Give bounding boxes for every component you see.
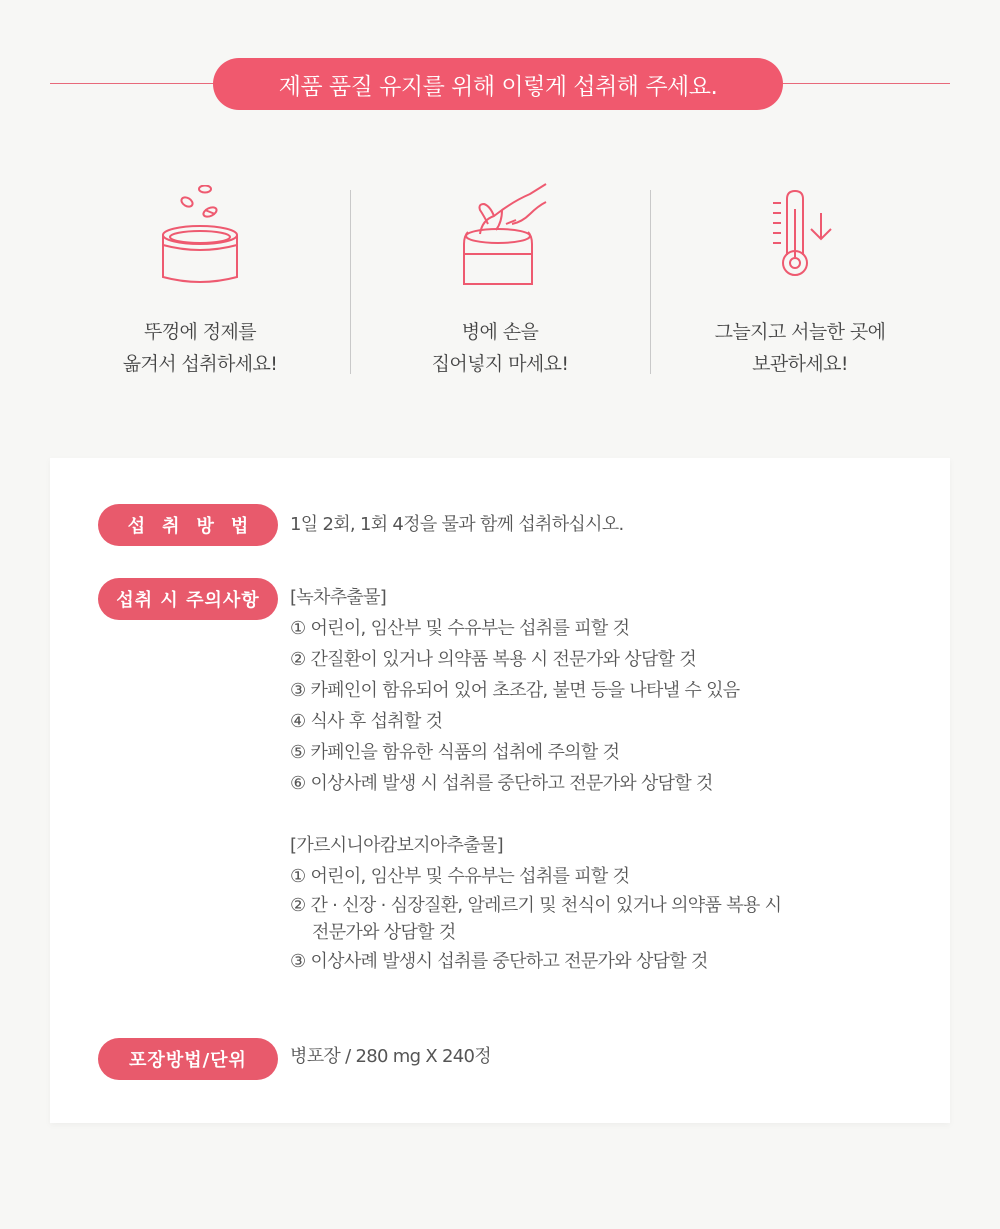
tip-text-line: 병에 손을 xyxy=(461,321,539,343)
storage-tips xyxy=(50,180,950,380)
tip-cap xyxy=(50,180,350,380)
tip-text-line: 보관하세요! xyxy=(752,353,848,375)
caution-group-title: [녹차추출물] xyxy=(290,587,387,608)
caution-item: ② 간질환이 있거나 의약품 복용 시 전문가와 상담할 것 xyxy=(290,649,697,670)
caution-label: 섭취 시 주의사항 xyxy=(98,578,278,620)
caution-item: ① 어린이, 임산부 및 수유부는 섭취를 피할 것 xyxy=(290,866,630,887)
tip-text-line: 집어넣지 마세요! xyxy=(431,353,569,375)
caution-item: ③ 이상사례 발생시 섭취를 중단하고 전문가와 상담할 것 xyxy=(290,951,708,972)
caution-item: ③ 카페인이 함유되어 있어 초조감, 불면 등을 나타낼 수 있음 xyxy=(290,680,740,701)
caution-row xyxy=(98,578,781,977)
caution-item: ⑥ 이상사례 발생 시 섭취를 중단하고 전문가와 상담할 것 xyxy=(290,773,713,794)
package-value: 병포장 / 280 mg X 240정 xyxy=(290,1046,491,1067)
caution-item: ② 간 · 신장 · 심장질환, 알레르기 및 천식이 있거나 의약품 복용 시 xyxy=(290,895,782,916)
caution-item: ④ 식사 후 섭취할 것 xyxy=(290,711,443,732)
page-title: 제품 품질 유지를 위해 이렇게 섭취해 주세요. xyxy=(213,58,783,110)
hand-in-bottle-icon xyxy=(445,180,555,290)
tip-text-line: 뚜껑에 정제를 xyxy=(144,321,256,343)
cap-tablets-icon xyxy=(145,180,255,290)
tip-cool xyxy=(650,180,950,380)
caution-item: ⑤ 카페인을 함유한 식품의 섭취에 주의할 것 xyxy=(290,742,620,763)
package-label: 포장방법/단위 xyxy=(98,1038,278,1080)
thermometer-down-icon xyxy=(745,180,855,290)
tip-text-line: 옮겨서 섭취하세요! xyxy=(122,353,278,375)
caution-group-title: [가르시니아캄보지아추출물] xyxy=(290,835,503,856)
tip-text-line: 그늘지고 서늘한 곳에 xyxy=(714,321,886,343)
tip-hand xyxy=(350,180,650,380)
product-info-card xyxy=(50,458,950,1123)
caution-item: ① 어린이, 임산부 및 수유부는 섭취를 피할 것 xyxy=(290,618,630,639)
package-row xyxy=(98,1038,491,1080)
method-value: 1일 2회, 1회 4정을 물과 함께 섭취하십시오. xyxy=(290,514,624,535)
method-row xyxy=(98,504,624,546)
method-label: 섭취방법 xyxy=(98,504,278,546)
caution-item: 전문가와 상담할 것 xyxy=(312,922,456,943)
